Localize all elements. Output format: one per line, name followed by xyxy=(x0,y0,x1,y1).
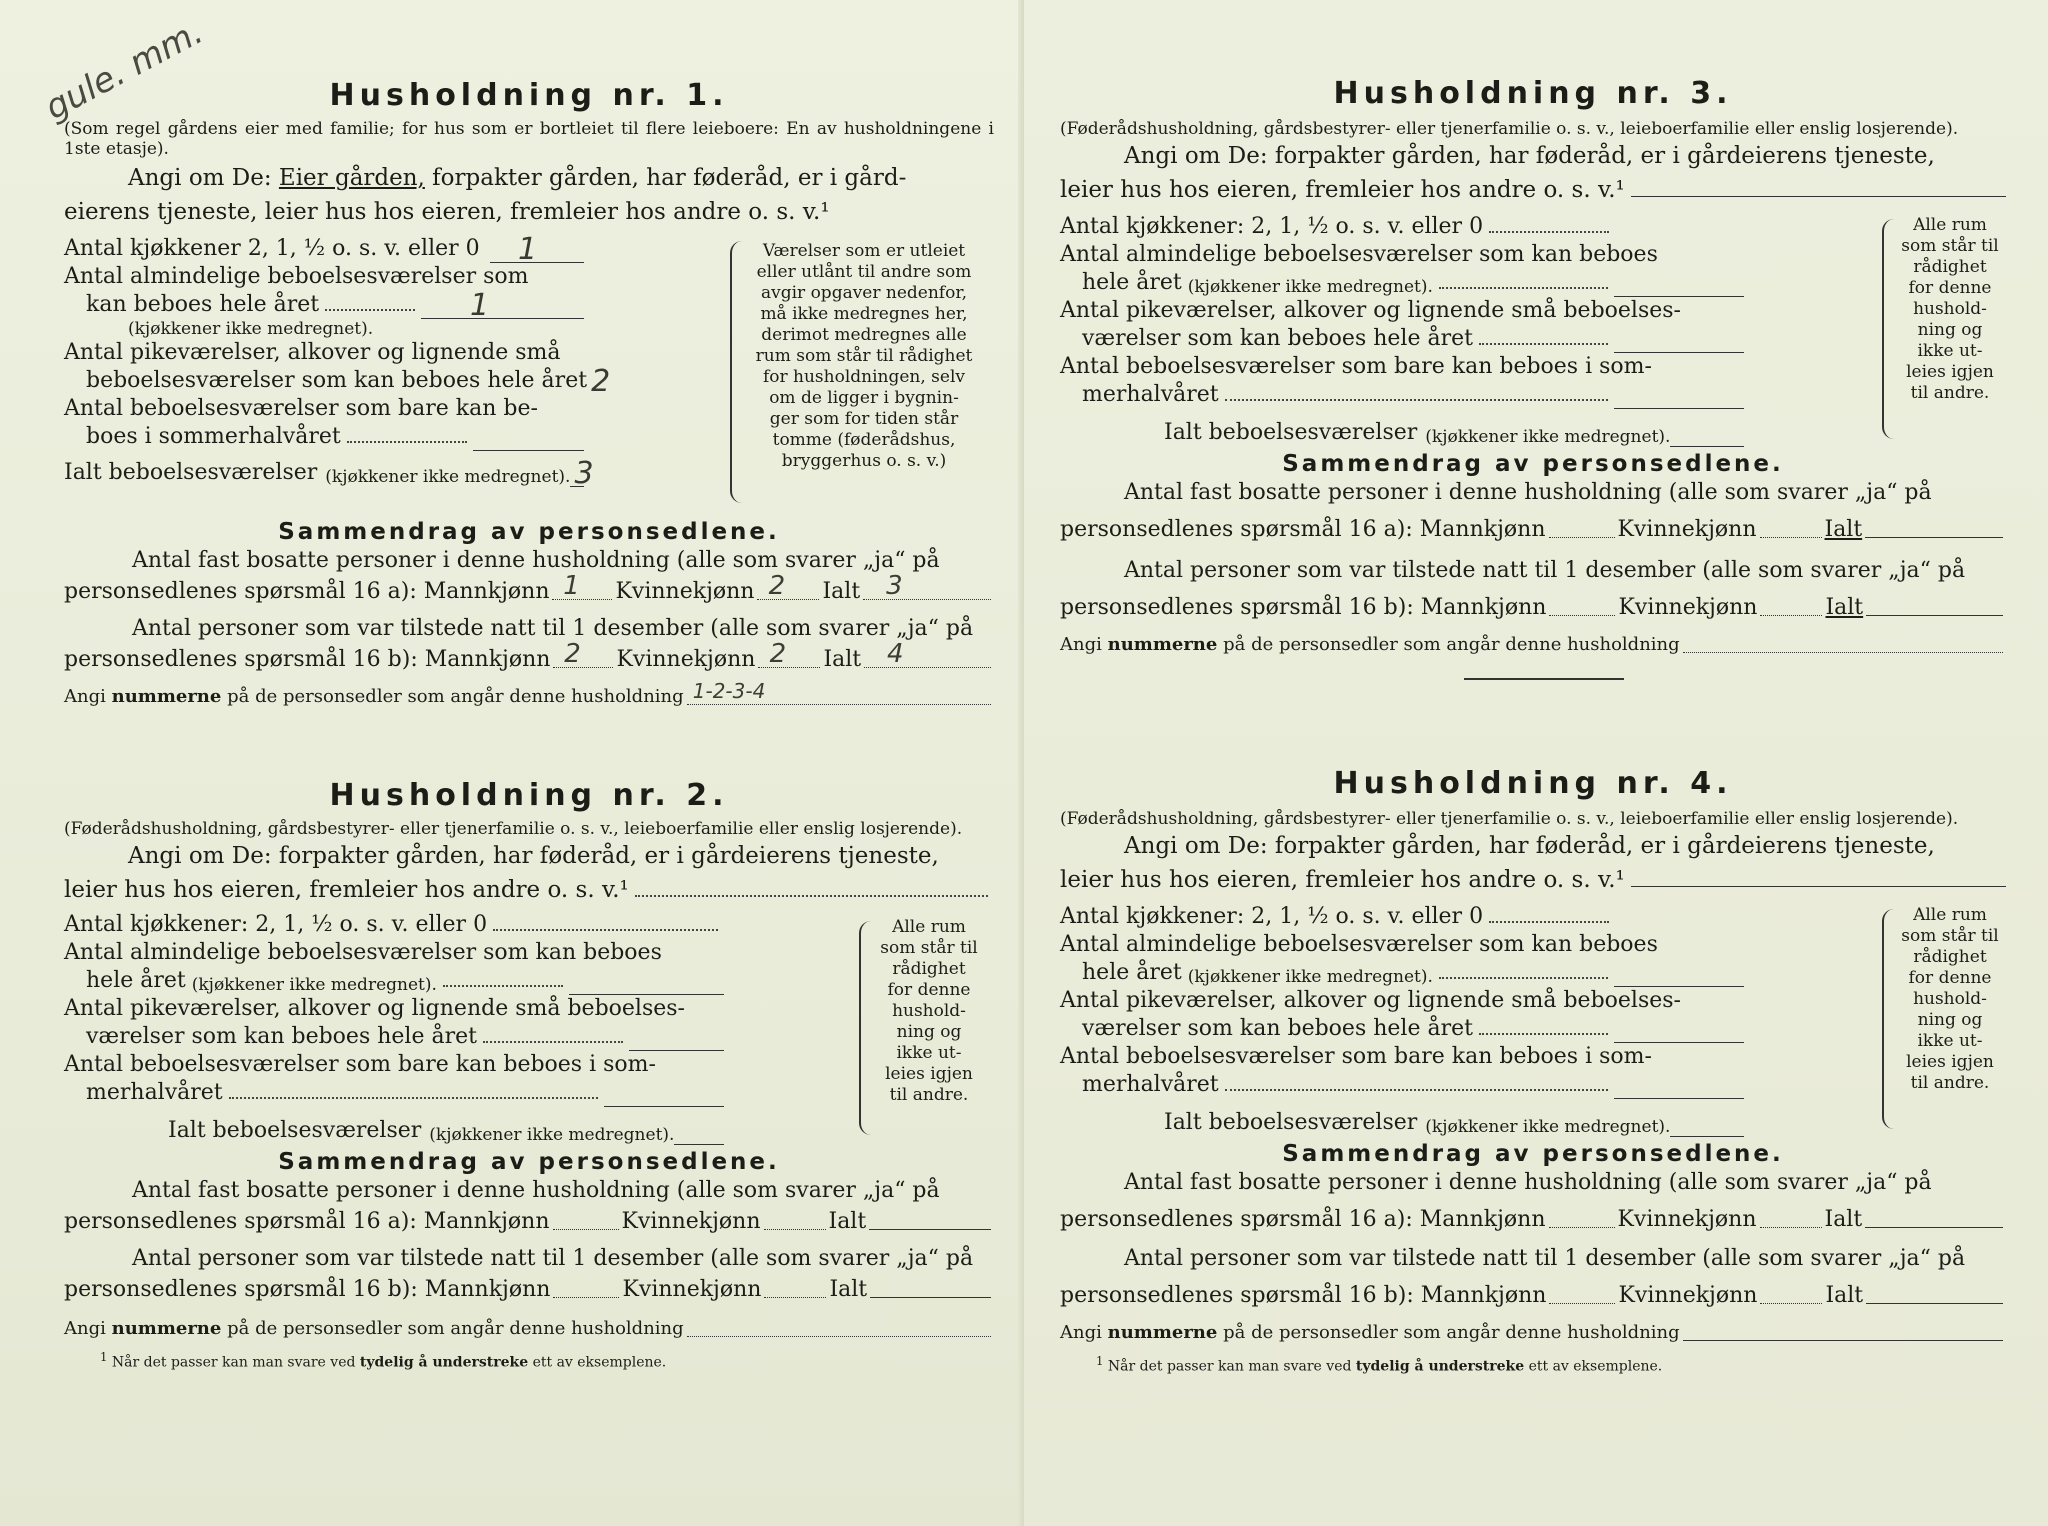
h2-k2a: Antal almindelige beboelsesværelser som kan beboes xyxy=(64,940,662,965)
h4-k3a: Antal pikeværelser, alkover og lignende små beboelses- xyxy=(1060,988,1681,1013)
household-1-angi-cont: eierens tjeneste, leier hus hos eieren, fremleier hos andre o. s. v.¹ xyxy=(64,199,830,225)
household-1-note: (Som regel gårdens eier med familie; for hus som er bortleiet til flere leieboere: En av husholdningene i 1ste etasje). xyxy=(64,119,994,159)
h2-s1: Antal fast bosatte personer i denne husholdning (alle som svarer „ja“ på xyxy=(132,1178,940,1203)
household-2-summary-title: Sammendrag av personsedlene. xyxy=(278,1149,780,1175)
row-ordinary-b: kan beboes hele året 1 xyxy=(64,291,584,319)
row-summer-b: boes i sommerhalvåret xyxy=(64,423,584,451)
h2-s3: Antal personer som var tilstede natt til 1 desember (alle som svarer „ja“ på xyxy=(132,1246,974,1271)
h1-s3: Antal personer som var tilstede natt til 1 desember (alle som svarer „ja“ på xyxy=(132,616,974,641)
h3-k4a: Antal beboelsesværelser som bare kan beboes i som- xyxy=(1060,354,1652,379)
household-3-rooms xyxy=(1060,213,2006,445)
household-1-rooms xyxy=(64,232,994,515)
household-3-title: Husholdning nr. 3. xyxy=(1333,76,1733,111)
household-2-note: (Føderådshusholdning, gårdsbestyrer- eller tjenerfamilie o. s. v., leieboerfamilie eller enslig losjerende). xyxy=(64,819,963,839)
row-ordinary-c: (kjøkkener ikke medregnet). xyxy=(128,319,374,339)
h4-k5: Ialt beboelsesværelser (kjøkkener ikke medregnet). xyxy=(1060,1109,1744,1137)
h4-k2a: Antal almindelige beboelsesværelser som kan beboes xyxy=(1060,932,1658,957)
h1-s2: personsedlenes spørsmål 16 a): Mannkjønn 1 Kvinnekjønn 2 Ialt 3 xyxy=(64,576,994,607)
household-2-rooms xyxy=(64,911,994,1143)
household-2-angi: Angi om De: forpakter gården, har føderåd, er i gårdeierens tjeneste, xyxy=(128,843,939,869)
household-4-angi: Angi om De: forpakter gården, har føderåd, er i gårdeierens tjeneste, xyxy=(1124,833,1935,859)
h4-s1: Antal fast bosatte personer i denne husholdning (alle som svarer „ja“ på xyxy=(1124,1170,1932,1195)
household-4-note: (Føderådshusholdning, gårdsbestyrer- eller tjenerfamilie o. s. v., leieboerfamilie eller enslig losjerende). xyxy=(1060,809,1959,829)
separator-rule xyxy=(1464,678,1624,680)
ordinary-value: 1 xyxy=(469,288,490,323)
household-3 xyxy=(1060,76,2006,680)
h3-k2a: Antal almindelige beboelsesværelser som kan beboes xyxy=(1060,242,1658,267)
household-4-side-note: Alle rum som står til rådighet for denne hushold- ning og ikke ut- leies igjen til andre. xyxy=(1901,905,1999,1093)
h2-k2b: hele året (kjøkkener ikke medregnet). xyxy=(64,967,724,995)
h3-k3a: Antal pikeværelser, alkover og lignende små beboelses- xyxy=(1060,298,1681,323)
household-3-angi-b: leier hus hos eieren, fremleier hos andre o. s. v.¹ xyxy=(1060,173,2006,207)
household-2-side-note: Alle rum som står til rådighet for denne hushold- ning og ikke ut- leies igjen til andre. xyxy=(880,917,978,1105)
corner-scribble: gule. mm. xyxy=(38,11,210,129)
h2-k4a: Antal beboelsesværelser som bare kan beboes i som- xyxy=(64,1052,656,1077)
household-4-summary-title: Sammendrag av personsedlene. xyxy=(1282,1141,1784,1167)
h4-k2b: hele året (kjøkkener ikke medregnet). xyxy=(1060,959,1744,987)
h1-s5: Angi nummerne på de personsedler som angår denne husholdning 1-2-3-4 xyxy=(64,681,994,712)
h2-k3a: Antal pikeværelser, alkover og lignende små beboelses- xyxy=(64,996,685,1021)
household-2-title: Husholdning nr. 2. xyxy=(329,778,729,813)
right-page xyxy=(1024,0,2048,1526)
household-3-side-note: Alle rum som står til rådighet for denne hushold- ning og ikke ut- leies igjen til andre. xyxy=(1901,215,1999,403)
household-2-angi-b: leier hus hos eieren, fremleier hos andre o. s. v.¹ xyxy=(64,873,994,907)
household-4 xyxy=(1060,766,2006,1375)
row-kitchens: Antal kjøkkener 2, 1, ½ o. s. v. eller 0 1 xyxy=(64,235,584,263)
household-4-rooms xyxy=(1060,903,2006,1135)
kitchens-value: 1 xyxy=(517,232,538,267)
h3-k2b: hele året (kjøkkener ikke medregnet). xyxy=(1060,269,1744,297)
household-3-summary-title: Sammendrag av personsedlene. xyxy=(1282,451,1784,477)
household-4-title: Husholdning nr. 4. xyxy=(1333,766,1733,801)
h2-s4: personsedlenes spørsmål 16 b): Mannkjønn Kvinnekjønn Ialt xyxy=(64,1274,994,1305)
household-1-side-note: Værelser som er utleiet eller utlånt til andre som avgir opgaver nedenfor, må ikke medregnes her, derimot medregnes alle rum som står til rådighet for husholdningen, selv om de ligger i bygnin- ger som for tiden står tomme (føderådshus, bryggerhus o. s. v.) xyxy=(755,241,973,471)
h4-k4a: Antal beboelsesværelser som bare kan beboes i som- xyxy=(1060,1044,1652,1069)
row-small: Antal pikeværelser, alkover og lignende små xyxy=(64,340,561,365)
h4-s4: personsedlenes spørsmål 16 b): Mannkjønn Kvinnekjønn Ialt xyxy=(1060,1280,2006,1311)
household-3-angi: Angi om De: forpakter gården, har føderåd, er i gårdeierens tjeneste, xyxy=(1124,143,1935,169)
h3-s1: Antal fast bosatte personer i denne husholdning (alle som svarer „ja“ på xyxy=(1124,480,1932,505)
row-total: Ialt beboelsesværelser (kjøkkener ikke medregnet). 3 xyxy=(64,456,594,491)
owner-underlined: Eier gården, xyxy=(278,165,425,191)
h4-s2: personsedlenes spørsmål 16 a): Mannkjønn Kvinnekjønn Ialt xyxy=(1060,1204,2006,1235)
household-1 xyxy=(64,78,994,712)
h4-k4b: merhalvåret xyxy=(1060,1071,1744,1099)
h3-k3b: værelser som kan beboes hele året xyxy=(1060,325,1744,353)
small-value: 2 xyxy=(591,364,611,399)
h3-s2: personsedlenes spørsmål 16 a): Mannkjønn Kvinnekjønn Ialt xyxy=(1060,514,2006,545)
footnote-right: $^1$ Når det passer kan man svare ved tydelig å understreke ett av eksemplene. xyxy=(1096,1354,1663,1375)
household-3-note: (Føderådshusholdning, gårdsbestyrer- eller tjenerfamilie o. s. v., leieboerfamilie eller enslig losjerende). xyxy=(1060,119,1959,139)
h3-s5: Angi nummerne på de personsedler som angår denne husholdning xyxy=(1060,629,2006,660)
h4-k3b: værelser som kan beboes hele året xyxy=(1060,1015,1744,1043)
h3-s4: personsedlenes spørsmål 16 b): Mannkjønn Kvinnekjønn Ialt xyxy=(1060,592,2006,623)
h2-s2: personsedlenes spørsmål 16 a): Mannkjønn Kvinnekjønn Ialt xyxy=(64,1206,994,1237)
row-small-b: beboelsesværelser som kan beboes hele året 2 xyxy=(86,364,611,399)
h3-k1: Antal kjøkkener: 2, 1, ½ o. s. v. eller 0 xyxy=(1060,213,1744,241)
household-1-title: Husholdning nr. 1. xyxy=(329,78,729,113)
h1-s4: personsedlenes spørsmål 16 b): Mannkjønn 2 Kvinnekjønn 2 Ialt 4 xyxy=(64,644,994,675)
household-1-summary-title: Sammendrag av personsedlene. xyxy=(278,519,780,545)
household-2 xyxy=(64,778,994,1371)
h3-k4b: merhalvåret xyxy=(1060,381,1744,409)
h4-s3: Antal personer som var tilstede natt til 1 desember (alle som svarer „ja“ på xyxy=(1124,1246,1966,1271)
h1-s1: Antal fast bosatte personer i denne husholdning (alle som svarer „ja“ på xyxy=(132,548,940,573)
h2-k5: Ialt beboelsesværelser (kjøkkener ikke medregnet). xyxy=(64,1117,724,1145)
h4-k1: Antal kjøkkener: 2, 1, ½ o. s. v. eller 0 xyxy=(1060,903,1744,931)
footnote-left: $^1$ Når det passer kan man svare ved tydelig å understreke ett av eksemplene. xyxy=(100,1350,667,1371)
h2-k3b: værelser som kan beboes hele året xyxy=(64,1023,724,1051)
h2-k1: Antal kjøkkener: 2, 1, ½ o. s. v. eller 0 xyxy=(64,911,724,939)
h2-s5: Angi nummerne på de personsedler som angår denne husholdning xyxy=(64,1313,994,1344)
household-1-angi: Angi om De: Eier gården, forpakter gården, har føderåd, er i gård- xyxy=(128,165,907,191)
row-summer: Antal beboelsesværelser som bare kan be- xyxy=(64,396,538,421)
h3-s3: Antal personer som var tilstede natt til 1 desember (alle som svarer „ja“ på xyxy=(1124,558,1966,583)
h3-k5: Ialt beboelsesværelser (kjøkkener ikke medregnet). xyxy=(1060,419,1744,447)
household-4-angi-b: leier hus hos eieren, fremleier hos andre o. s. v.¹ xyxy=(1060,863,2006,897)
h4-s5: Angi nummerne på de personsedler som angår denne husholdning xyxy=(1060,1317,2006,1348)
h2-k4b: merhalvåret xyxy=(64,1079,724,1107)
total-value: 3 xyxy=(574,456,594,491)
row-ordinary: Antal almindelige beboelsesværelser som xyxy=(64,264,529,289)
